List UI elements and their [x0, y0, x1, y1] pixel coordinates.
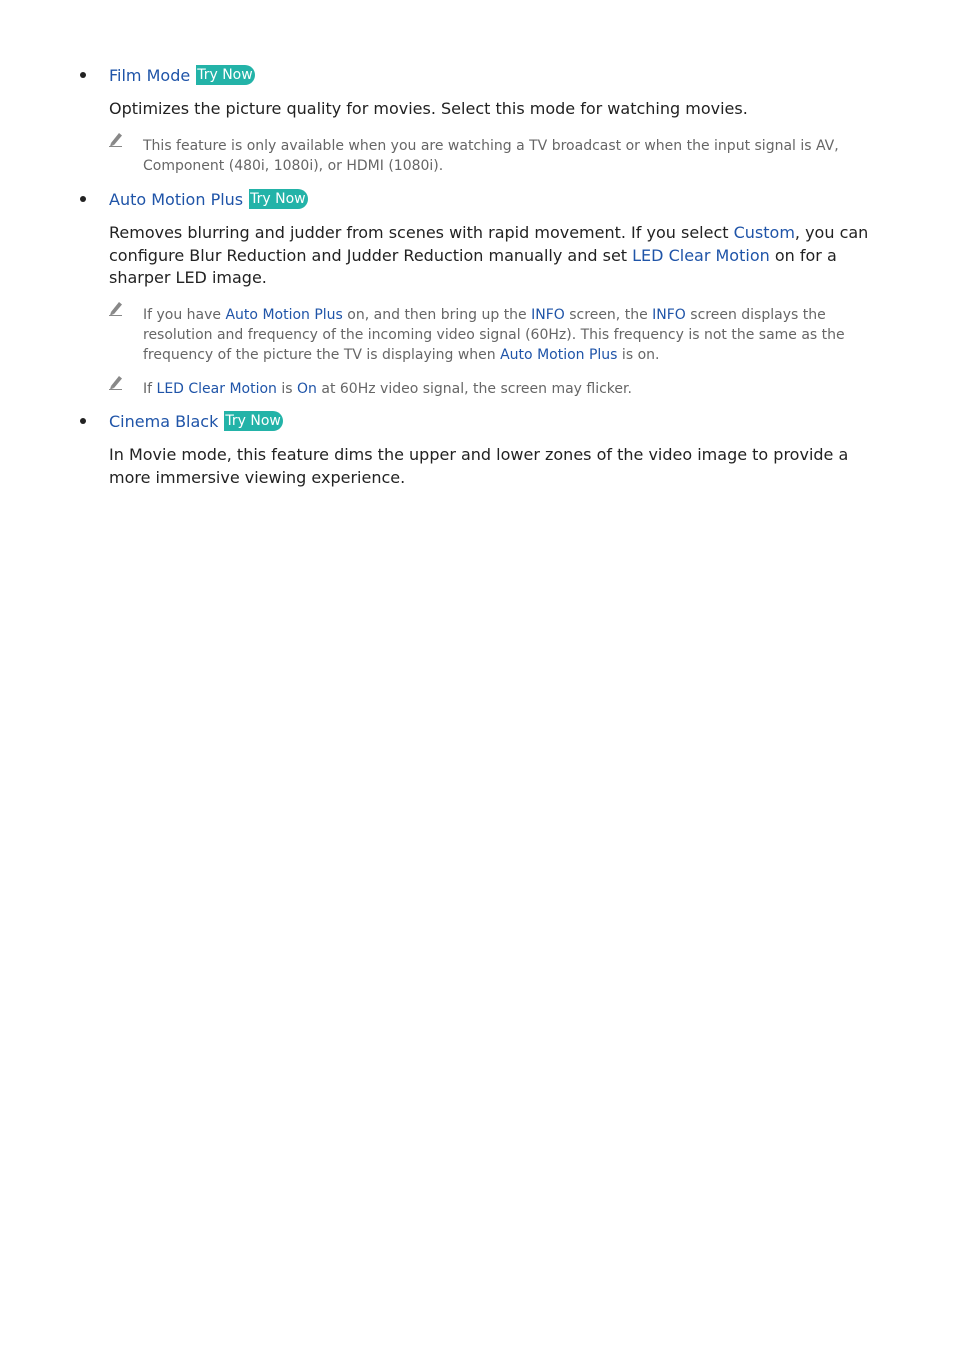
auto-motion-plus-try-now-button[interactable]: Try Now	[250, 191, 306, 207]
section-auto-motion-plus-header	[80, 186, 308, 212]
film-mode-description: Optimizes the picture quality for movies. Select this mode for watching movies.	[109, 99, 748, 118]
note-text: If LED Clear Motion is On at 60Hz video signal, the screen may flicker.	[143, 381, 632, 397]
cinema-black-link[interactable]: Cinema Black	[109, 411, 219, 431]
custom-keyword: Custom	[733, 223, 795, 242]
bullet-dot	[80, 196, 86, 202]
film-mode-try-now-button[interactable]: Try Now	[197, 67, 253, 83]
cinema-black-try-now-button[interactable]: Try Now	[225, 413, 281, 429]
film-mode-link[interactable]: Film Mode	[109, 65, 191, 85]
pencil-icon	[108, 374, 124, 390]
pencil-icon	[108, 131, 124, 147]
info-keyword: INFO	[531, 307, 565, 323]
bullet-dot	[80, 418, 86, 424]
led-clear-motion-keyword: LED Clear Motion	[156, 381, 277, 397]
auto-motion-plus-note-1	[108, 305, 868, 365]
cinema-black-description: In Movie mode, this feature dims the upper and lower zones of the video image to provide a more immersive viewing experience.	[109, 445, 849, 487]
pencil-icon	[108, 300, 124, 316]
on-keyword: On	[297, 381, 317, 397]
auto-motion-plus-keyword: Auto Motion Plus	[500, 347, 618, 363]
auto-motion-plus-note-2	[108, 379, 868, 399]
film-mode-note	[108, 136, 868, 176]
info-keyword: INFO	[652, 307, 686, 323]
note-text: If you have Auto Motion Plus on, and then bring up the INFO screen, the INFO screen displays the resolution and frequency of the incoming video signal (60Hz). This frequency is not the same as the frequency of the picture the TV is displaying when Auto Motion Plus is on.	[143, 307, 845, 363]
led-clear-motion-keyword: LED Clear Motion	[632, 245, 770, 265]
auto-motion-plus-link[interactable]: Auto Motion Plus	[109, 189, 244, 209]
note-text: This feature is only available when you are watching a TV broadcast or when the input signal is AV, Component (480i, 1080i), or HDMI (1080i).	[143, 138, 839, 174]
section-film-mode-header	[80, 62, 255, 88]
auto-motion-plus-description: Removes blurring and judder from scenes with rapid movement. If you select Custom, you can configure Blur Reduction and Judder Reduction manually and set LED Clear Motion on for a sharper LED image.	[109, 223, 869, 287]
bullet-dot	[80, 72, 86, 78]
section-cinema-black-header	[80, 408, 283, 434]
auto-motion-plus-keyword: Auto Motion Plus	[225, 307, 343, 323]
